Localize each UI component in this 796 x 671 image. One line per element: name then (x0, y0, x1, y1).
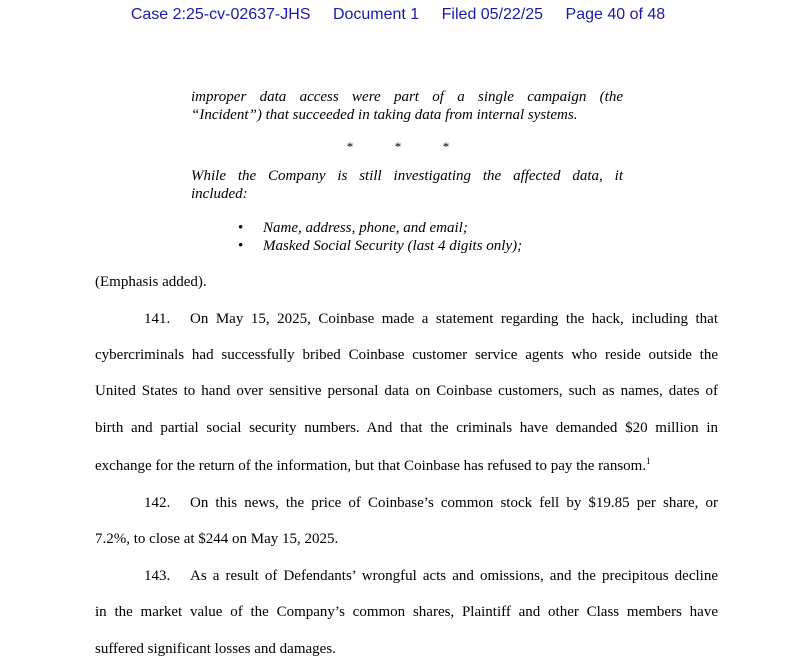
quote-line: improper data access were part of a single campaign (the (191, 89, 623, 105)
bullet-icon: • (238, 238, 244, 254)
list-item-text: Name, address, phone, and email; (263, 220, 468, 236)
paragraph-141-line: 141. On May 15, 2025, Coinbase made a statement regarding the hack, including that (144, 311, 718, 327)
quote-line: “Incident”) that succeeded in taking data from internal systems. (191, 107, 578, 123)
paragraph-141-line: exchange for the return of the information, but that Coinbase has refused to pay the ransom.$^1$ (95, 456, 651, 474)
list-item-text: Masked Social Security (last 4 digits only); (263, 238, 523, 254)
paragraph-142-line: 142. On this news, the price of Coinbase’s common stock fell by $19.85 per share, or (144, 495, 718, 511)
paragraph-142-line: 7.2%, to close at $244 on May 15, 2025. (95, 531, 339, 547)
block-quote-para-1-end (191, 106, 623, 124)
paragraph-number: 141. (144, 311, 171, 327)
block-quote-para-1 (191, 88, 623, 106)
paragraph-141-line: United States to hand over sensitive personal data on Coinbase customers, such as names, dates of (95, 383, 718, 399)
paragraph-143-line: suffered significant losses and damages. (95, 641, 336, 657)
section-break-stars (0, 139, 796, 155)
paragraph-number: 142. (144, 495, 171, 511)
case-header (0, 6, 796, 24)
paragraph-143-line: 143. As a result of Defendants’ wrongful acts and omissions, and the precipitous decline (144, 568, 718, 584)
quote-line: While the Company is still investigating the affected data, it (191, 168, 623, 184)
star: * (394, 139, 402, 154)
footnote-marker[interactable]: 1 (646, 456, 651, 466)
block-quote-para-2-end (191, 185, 623, 203)
list-item (238, 237, 522, 255)
paragraph-143-line: in the market value of the Company’s common shares, Plaintiff and other Class members have (95, 604, 718, 620)
page-indicator: Page 40 of 48 (565, 6, 666, 23)
list-item (238, 219, 522, 237)
quote-line: included: (191, 186, 248, 202)
emphasis-note: (Emphasis added). (95, 274, 207, 290)
bullet-icon: • (238, 220, 244, 236)
paragraph-number: 143. (144, 568, 171, 584)
filed-date: Filed 05/22/25 (441, 6, 544, 23)
block-quote-para-2 (191, 167, 623, 185)
paragraph-141-line: cybercriminals had successfully bribed Coinbase customer service agents who reside outside the (95, 347, 718, 363)
star: * (346, 139, 354, 154)
paragraph-141-line: birth and partial social security numbers. And that the criminals have demanded $20 million in (95, 420, 718, 436)
star: * (442, 139, 450, 154)
document-number: Document 1 (332, 6, 420, 23)
bullet-list (238, 219, 522, 255)
case-number: Case 2:25-cv-02637-JHS (130, 6, 311, 23)
